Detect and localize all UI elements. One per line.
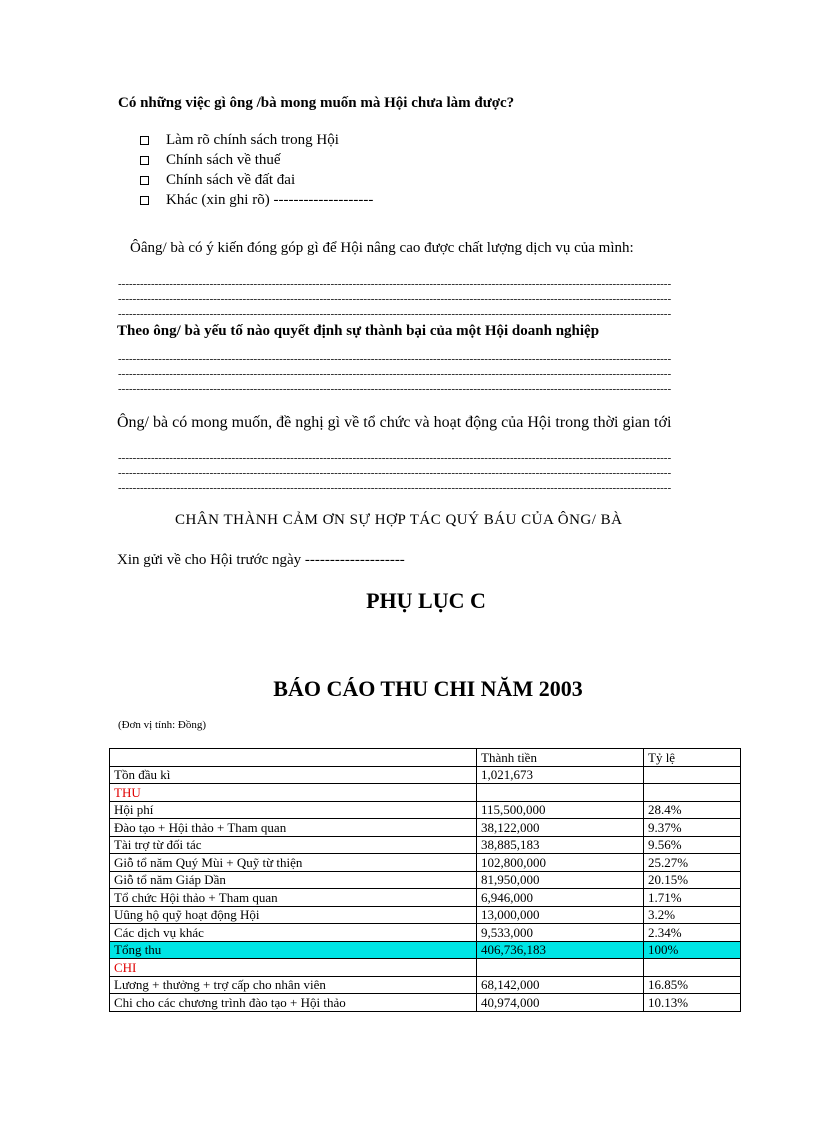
row-label: Đào tạo + Hội thảo + Tham quan [110, 819, 477, 837]
row-ratio: 1.71% [644, 889, 741, 907]
table-row [110, 854, 741, 872]
row-ratio: 10.13% [644, 994, 741, 1012]
row-label: Lương + thưởng + trợ cấp cho nhân viên [110, 976, 477, 994]
answer-lines-4[interactable]: ------------------------------------------------------------------------------------------------------------------------------------------------------- ------------------------------------------------------------------------------------------------------------------------------------------------------- ------------------------------------------------------------------------------------------------------------------------------------------------------- [118, 452, 672, 494]
question-3: Theo ông/ bà yếu tố nào quyết định sự thành bại của một Hội doanh nghiệp [117, 323, 600, 339]
unit-note: (Đơn vị tính: Đồng) [118, 719, 207, 731]
answer-lines-3[interactable]: ------------------------------------------------------------------------------------------------------------------------------------------------------- ------------------------------------------------------------------------------------------------------------------------------------------------------- ------------------------------------------------------------------------------------------------------------------------------------------------------- [118, 353, 672, 395]
row-amount: 68,142,000 [477, 976, 644, 994]
checkbox-icon[interactable] [140, 176, 149, 185]
option-label: Chính sách về thuế [166, 152, 281, 168]
send-before-line: Xin gửi về cho Hội trước ngày -------------------- [117, 552, 405, 568]
question-1: Có những việc gì ông /bà mong muốn mà Hội chưa làm được? [118, 95, 515, 111]
list-item[interactable] [140, 170, 373, 190]
row-amount: 40,974,000 [477, 994, 644, 1012]
finance-table [109, 748, 741, 1012]
list-item[interactable] [140, 130, 373, 150]
table-header-row [110, 749, 741, 767]
row-label: Chi cho các chương trình đào tạo + Hội thảo [110, 994, 477, 1012]
table-row [110, 889, 741, 907]
header-cell [110, 749, 477, 767]
row-ratio: 28.4% [644, 801, 741, 819]
option-label: Khác (xin ghi rõ) -------------------- [166, 192, 374, 208]
report-title: BÁO CÁO THU CHI NĂM 2003 [273, 676, 583, 701]
header-cell: Tỷ lệ [644, 749, 741, 767]
checkbox-icon[interactable] [140, 136, 149, 145]
row-ratio: 16.85% [644, 976, 741, 994]
table-row [110, 871, 741, 889]
list-item[interactable] [140, 190, 373, 210]
total-ratio: 100% [644, 941, 741, 959]
row-ratio: 25.27% [644, 854, 741, 872]
row-amount: 9,533,000 [477, 924, 644, 942]
question-4: Ông/ bà có mong muốn, đề nghị gì về tổ chức và hoạt động của Hội trong thời gian tới [117, 414, 672, 431]
appendix-title: PHỤ LỤC C [366, 588, 486, 613]
row-amount: 38,885,183 [477, 836, 644, 854]
row-ratio: 9.37% [644, 819, 741, 837]
row-amount: 115,500,000 [477, 801, 644, 819]
row-ratio [644, 959, 741, 977]
row-label: Hội phí [110, 801, 477, 819]
row-label: Các dịch vụ khác [110, 924, 477, 942]
thank-you-line: CHÂN THÀNH CẢM ƠN SỰ HỢP TÁC QUÝ BÁU CỦA ÔNG/ BÀ [175, 512, 623, 528]
row-amount [477, 959, 644, 977]
row-amount: 6,946,000 [477, 889, 644, 907]
row-label: Giỗ tổ năm Giáp Dần [110, 871, 477, 889]
row-label: Tổ chức Hội thảo + Tham quan [110, 889, 477, 907]
section-label-expense: CHI [110, 959, 477, 977]
row-amount: 102,800,000 [477, 854, 644, 872]
option-list [140, 130, 373, 210]
option-label: Chính sách về đất đai [166, 172, 296, 188]
table-row [110, 766, 741, 784]
list-item[interactable] [140, 150, 373, 170]
row-label: Tài trợ từ đối tác [110, 836, 477, 854]
table-row [110, 906, 741, 924]
row-label: Giỗ tổ năm Quý Mùi + Quỹ từ thiện [110, 854, 477, 872]
table-row [110, 801, 741, 819]
row-amount [477, 784, 644, 802]
row-amount: 81,950,000 [477, 871, 644, 889]
table-row [110, 819, 741, 837]
row-ratio: 20.15% [644, 871, 741, 889]
table-row [110, 836, 741, 854]
row-ratio: 9.56% [644, 836, 741, 854]
table-row [110, 924, 741, 942]
row-ratio [644, 766, 741, 784]
row-ratio: 3.2% [644, 906, 741, 924]
table-row [110, 976, 741, 994]
row-amount: 13,000,000 [477, 906, 644, 924]
checkbox-icon[interactable] [140, 156, 149, 165]
section-label-income: THU [110, 784, 477, 802]
table-total-row [110, 941, 741, 959]
option-label: Làm rõ chính sách trong Hội [166, 132, 339, 148]
checkbox-icon[interactable] [140, 196, 149, 205]
question-2: Ôâng/ bà có ý kiến đóng góp gì để Hội nâng cao được chất lượng dịch vụ của mình: [130, 240, 634, 256]
row-amount: 1,021,673 [477, 766, 644, 784]
answer-lines-2[interactable]: ------------------------------------------------------------------------------------------------------------------------------------------------------- ------------------------------------------------------------------------------------------------------------------------------------------------------- ------------------------------------------------------------------------------------------------------------------------------------------------------- [118, 278, 672, 320]
table-section-row [110, 959, 741, 977]
row-label: Tồn đầu kì [110, 766, 477, 784]
row-label: Uûng hộ quỹ hoạt động Hội [110, 906, 477, 924]
row-ratio [644, 784, 741, 802]
total-label: Tổng thu [110, 941, 477, 959]
row-amount: 38,122,000 [477, 819, 644, 837]
table-section-row [110, 784, 741, 802]
table-row [110, 994, 741, 1012]
header-cell: Thành tiền [477, 749, 644, 767]
row-ratio: 2.34% [644, 924, 741, 942]
total-amount: 406,736,183 [477, 941, 644, 959]
